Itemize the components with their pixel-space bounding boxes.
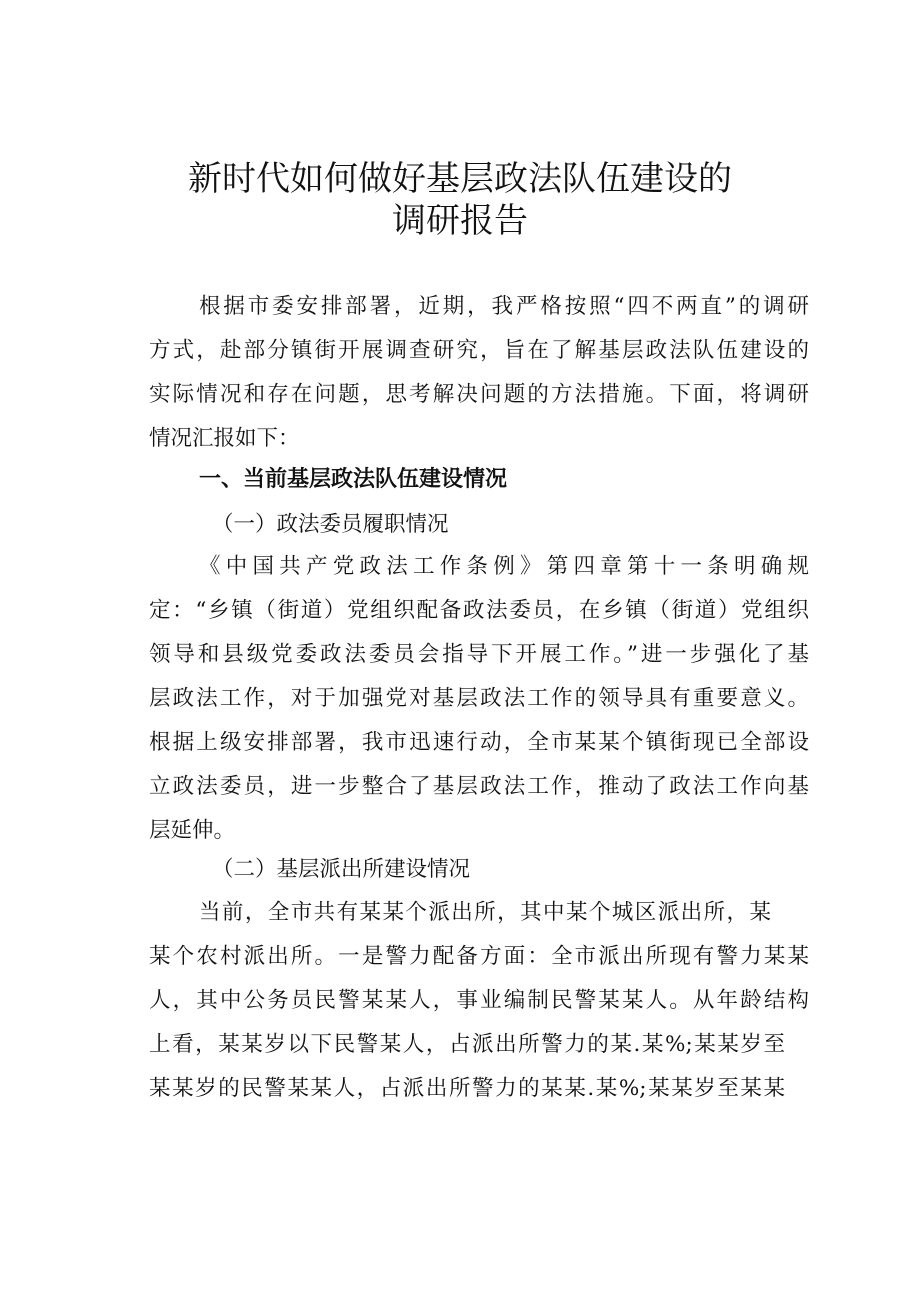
section-heading: 一、当前基层政法队伍建设情况: [199, 467, 508, 492]
paragraph-line: 领导和县级党委政法委员会指导下开展工作。”进一步强化了基: [149, 642, 809, 667]
subsection-heading-1: （一）政法委员履职情况: [212, 512, 449, 537]
paragraph-line: 某某岁的民警某某人，占派出所警力的某某.某%;某某岁至某某: [149, 1076, 785, 1101]
intro-line: 情况汇报如下：: [149, 426, 300, 451]
paragraph-line: 当前，全市共有某某个派出所，其中某个城区派出所，某: [199, 900, 771, 925]
paragraph-line: 上看，某某岁以下民警某人，占派出所警力的某.某%;某某岁至: [149, 1032, 785, 1057]
document-title-line-2: 调研报告: [392, 201, 528, 241]
paragraph-line: 人，其中公务员民警某某人，事业编制民警某某人。从年龄结构: [149, 988, 809, 1013]
paragraph-line: 层政法工作，对于加强党对基层政法工作的领导具有重要意义。: [149, 686, 809, 711]
document-title-line-1: 新时代如何做好基层政法队伍建设的: [188, 159, 732, 199]
paragraph-line: 定：“乡镇（街道）党组织配备政法委员，在乡镇（街道）党组织: [149, 598, 809, 623]
paragraph-line: 根据上级安排部署，我市迅速行动，全市某某个镇街现已全部设: [149, 730, 809, 755]
intro-line: 实际情况和存在问题，思考解决问题的方法措施。下面，将调研: [149, 382, 809, 407]
paragraph-line: 某个农村派出所。一是警力配备方面：全市派出所现有警力某某: [149, 944, 809, 969]
paragraph-line: 立政法委员，进一步整合了基层政法工作，推动了政法工作向基: [149, 774, 809, 799]
subsection-heading-2: （二）基层派出所建设情况: [212, 857, 471, 882]
intro-line: 根据市委安排部署，近期，我严格按照“四不两直”的调研: [199, 294, 809, 319]
intro-line: 方式，赴部分镇街开展调查研究，旨在了解基层政法队伍建设的: [149, 338, 809, 363]
paragraph-line: 层延伸。: [149, 818, 236, 843]
paragraph-line: 《中国共产党政法工作条例》第四章第十一条明确规: [199, 554, 809, 579]
